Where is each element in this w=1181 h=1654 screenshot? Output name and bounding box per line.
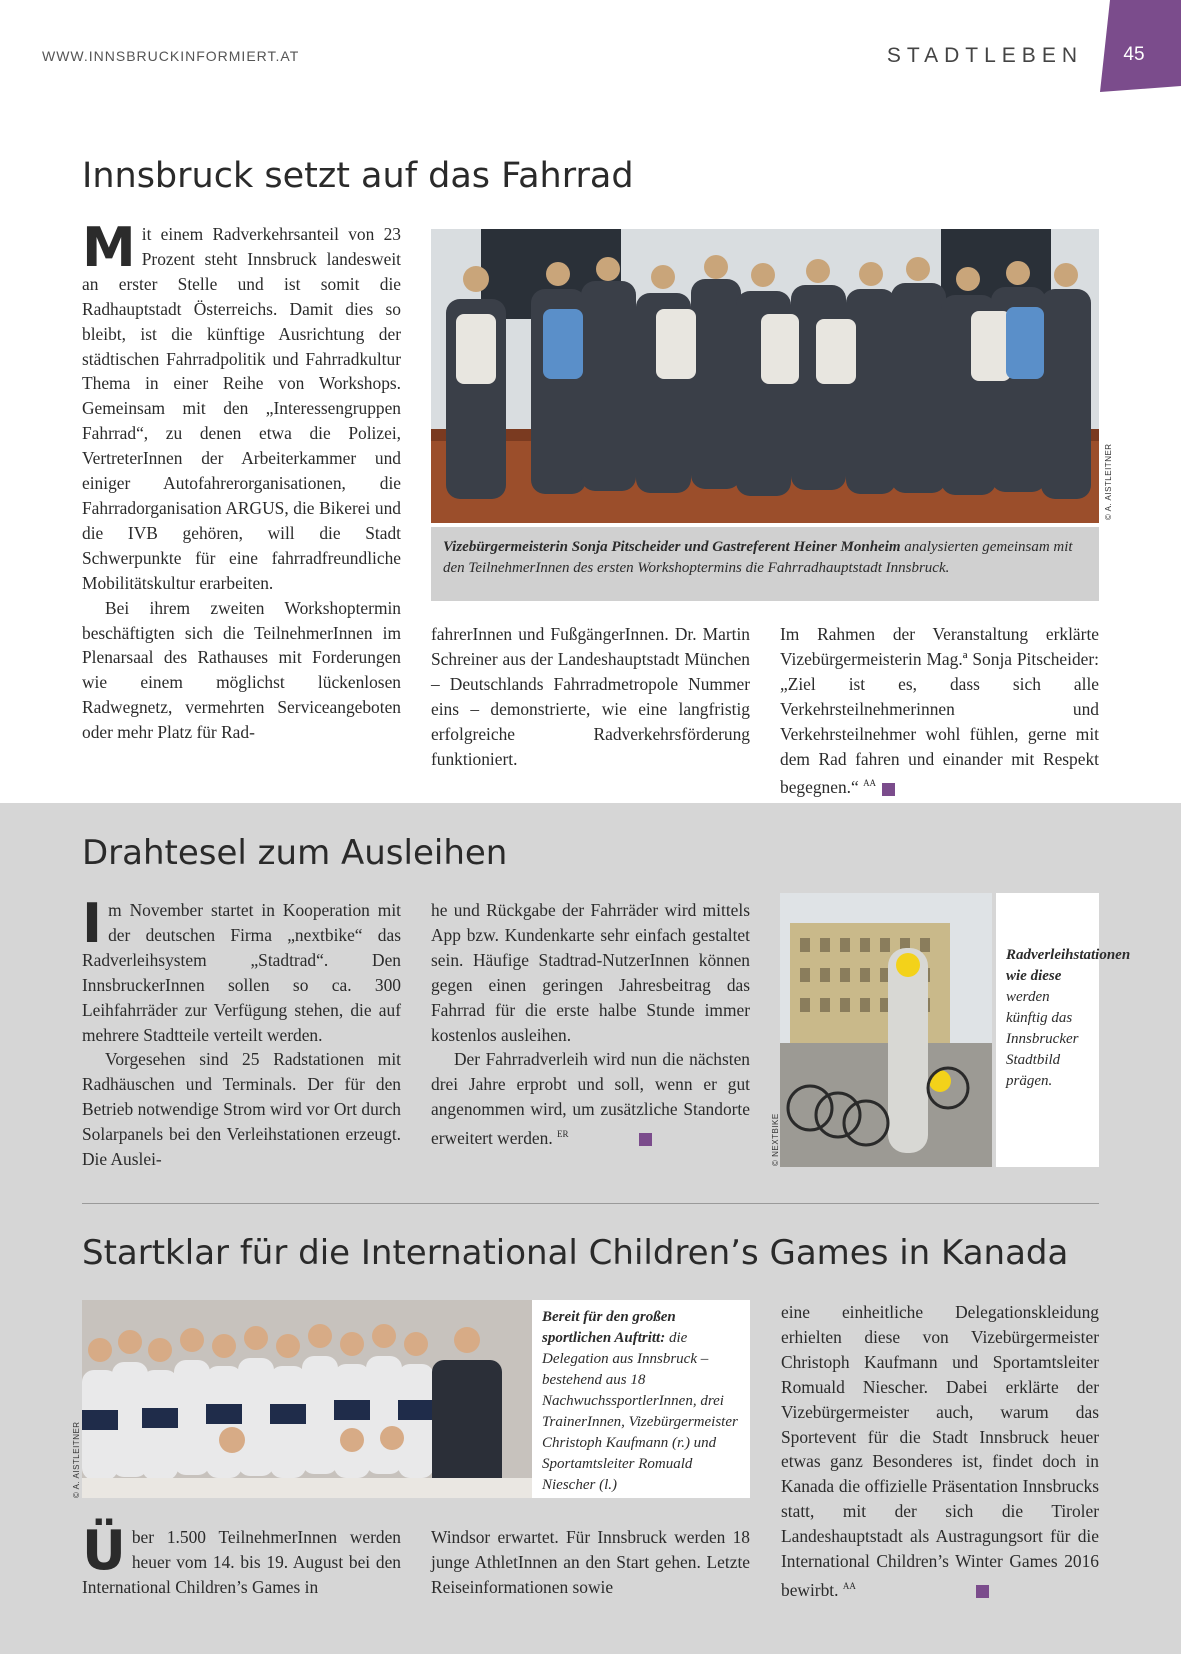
article3-caption-bold: Bereit für den großen sportlichen Auftritt: (542, 1309, 676, 1346)
article3-photo-caption (532, 1300, 750, 1498)
article2-caption-rest: werden künftig das Innsbrucker Stadtbild prägen. (1006, 989, 1079, 1089)
delegation-group-photo (82, 1300, 532, 1498)
article2-col2-p2: Der Fahrradverleih wird nun die nächsten drei Jahre erprobt und soll, wenn er gut angenommen wird, um zusätzliche Standorte erweitert werden. (431, 1049, 750, 1148)
article2-photo-caption (996, 893, 1131, 1167)
end-mark-icon (639, 1133, 652, 1146)
article1-photo-caption (431, 527, 1099, 601)
article2-title: Drahtesel zum Ausleihen (82, 833, 508, 873)
article3-col1: ber 1.500 TeilnehmerInnen werden heuer vom 14. bis 19. August bei den International Children’s Games in (82, 1527, 401, 1597)
article3-column-3 (781, 1300, 1099, 1603)
article2-col2-p1: he und Rückgabe der Fahrräder wird mittels App bzw. Kundenkarte sehr einfach gestaltet sein. Häufige Stadtrad-NutzerInnen können gegen einen geringen Jahresbeitrag das Fahrrad für die erste halbe Stunde immer kostenlos ausleihen. (431, 900, 750, 1045)
article2-caption-bold: Radverleihstationen wie diese (1006, 947, 1131, 984)
article3-title: Startklar für die International Children’s Games in Kanada (82, 1233, 1069, 1273)
article2-author: ER (557, 1129, 569, 1140)
article3-col2: Windsor erwartet. Für Innsbruck werden 18 junge AthletInnen an den Start gehen. Letzte Reiseinformationen sowie (431, 1527, 750, 1597)
bike-station-photo (780, 893, 992, 1167)
article2-column-2 (431, 898, 750, 1151)
article2-column-1 (82, 892, 401, 1172)
end-mark-icon (882, 783, 895, 796)
end-mark-icon (976, 1585, 989, 1598)
article3-dropcap: Ü (82, 1519, 126, 1582)
section-divider (82, 1203, 1099, 1204)
article3-caption-rest: die Delegation aus Innsbruck – bestehend aus 18 NachwuchssportlerInnen, drei TrainerInnen, Vizebürgermeister Christoph Kaufmann (r.) und Sportamtsleiter Romuald Niescher (l.) (542, 1330, 738, 1493)
article1-col2: fahrerInnen und FußgängerInnen. Dr. Martin Schreiner aus der Landeshauptstadt München – Deutschlands Fahrradmetropole Nummer eins – demonstrierte, wie eine langfristig erfolgreiche Radverkehrsförderung funktioniert. (431, 624, 750, 769)
article1-author: AA (863, 778, 877, 789)
article2-photo-credit: © NEXTBIKE (771, 1113, 780, 1166)
article1-col1-p2: Bei ihrem zweiten Workshoptermin beschäftigten sich die TeilnehmerInnen im Plenarsaal des Rathauses mit Forderungen wie einem möglichst lückenlosen Radwegnetz, vermehrten Serviceangeboten oder mehr Platz für Rad- (82, 597, 401, 743)
article1-caption-rest: analysierten gemeinsam mit den TeilnehmerInnen des ersten Workshoptermins die Fahrradhauptstadt Innsbruck. (443, 539, 1073, 576)
article1-column-3 (780, 622, 1099, 800)
article3-column-1 (82, 1519, 401, 1600)
workshop-group-photo (431, 229, 1099, 523)
article1-dropcap: M (82, 216, 136, 279)
article1-col3: Im Rahmen der Veranstaltung erklärte Vizebürgermeisterin Mag.ª Sonja Pitscheider: „Ziel ist es, dass sich alle Verkehrsteilnehmerinnen und Verkehrsteilnehmer wohl fühlen, gerne mit dem Rad fahren und einander mit Respekt begegnen.“ (780, 624, 1099, 798)
article2-col1-p2: Vorgesehen sind 25 Radstationen mit Radhäuschen und Terminals. Der für den Betrieb notwendige Strom wird vor Ort durch Solarpanels bei den Verleihstationen erzeugt. Die Auslei- (82, 1049, 401, 1170)
article1-column-2 (431, 622, 750, 771)
page-number: 45 (1123, 44, 1145, 65)
article2-col1-p1: m November startet in Kooperation mit der deutschen Firma „nextbike“ das Radverleihsystem „Stadtrad“. Den InnsbruckerInnen sollen so ca. 300 Leihfahrräder zur Verfügung stehen, die auf mehrere Stadtteile verteilt werden. (82, 900, 401, 1045)
section-title: STADTLEBEN (886, 44, 1083, 67)
article1-col1-p1: it einem Radverkehrsanteil von 23 Prozent steht Innsbruck landesweit an erster Stelle und ist somit die Radhauptstadt Österreichs. Damit dies so bleibt, ist die künftige Ausrichtung der städtischen Fahrradpolitik und Fahrradkultur Thema in einer Reihe von Workshops. Gemeinsam mit den „Interessengruppen Fahrrad“, zu denen etwa die Polizei, VertreterInnen der Arbeiterkammer und einiger Autofahrerorganisationen, die Fahrradorganisation ARGUS, die Bikerei und die IVB gehören, will die Stadt Schwerpunkte für eine fahrradfreundliche Mobilitätskultur erarbeiten. (82, 224, 401, 593)
article3-column-2 (431, 1525, 750, 1600)
article1-title: Innsbruck setzt auf das Fahrrad (82, 156, 634, 196)
article1-photo-credit: © A. AISTLEITNER (1104, 443, 1113, 520)
article2-dropcap: I (82, 892, 103, 955)
header-url: WWW.INNSBRUCKINFORMIERT.AT (42, 48, 300, 64)
article3-author: AA (842, 1580, 856, 1591)
article1-caption-bold: Vizebürgermeisterin Sonja Pitscheider und Gastreferent Heiner Monheim (443, 539, 901, 555)
article3-col3: eine einheitliche Delegationskleidung erhielten diese von Vizebürgermeister Christoph Kaufmann und Sportamtsleiter Romuald Niescher. Dabei erklärte der Vizebürgermeister auch, warum das Sportevent für die Stadt Innsbruck heuer etwas ganz Besonderes ist, findet doch in Kanada die offizielle Präsentation Innsbrucks statt, mit der sich die Tiroler Landeshauptstadt als Austragungsort für die International Children’s Winter Games 2016 bewirbt. (781, 1302, 1099, 1600)
article1-column-1 (82, 216, 401, 745)
article3-photo-credit: © A. AISTLEITNER (72, 1421, 81, 1498)
